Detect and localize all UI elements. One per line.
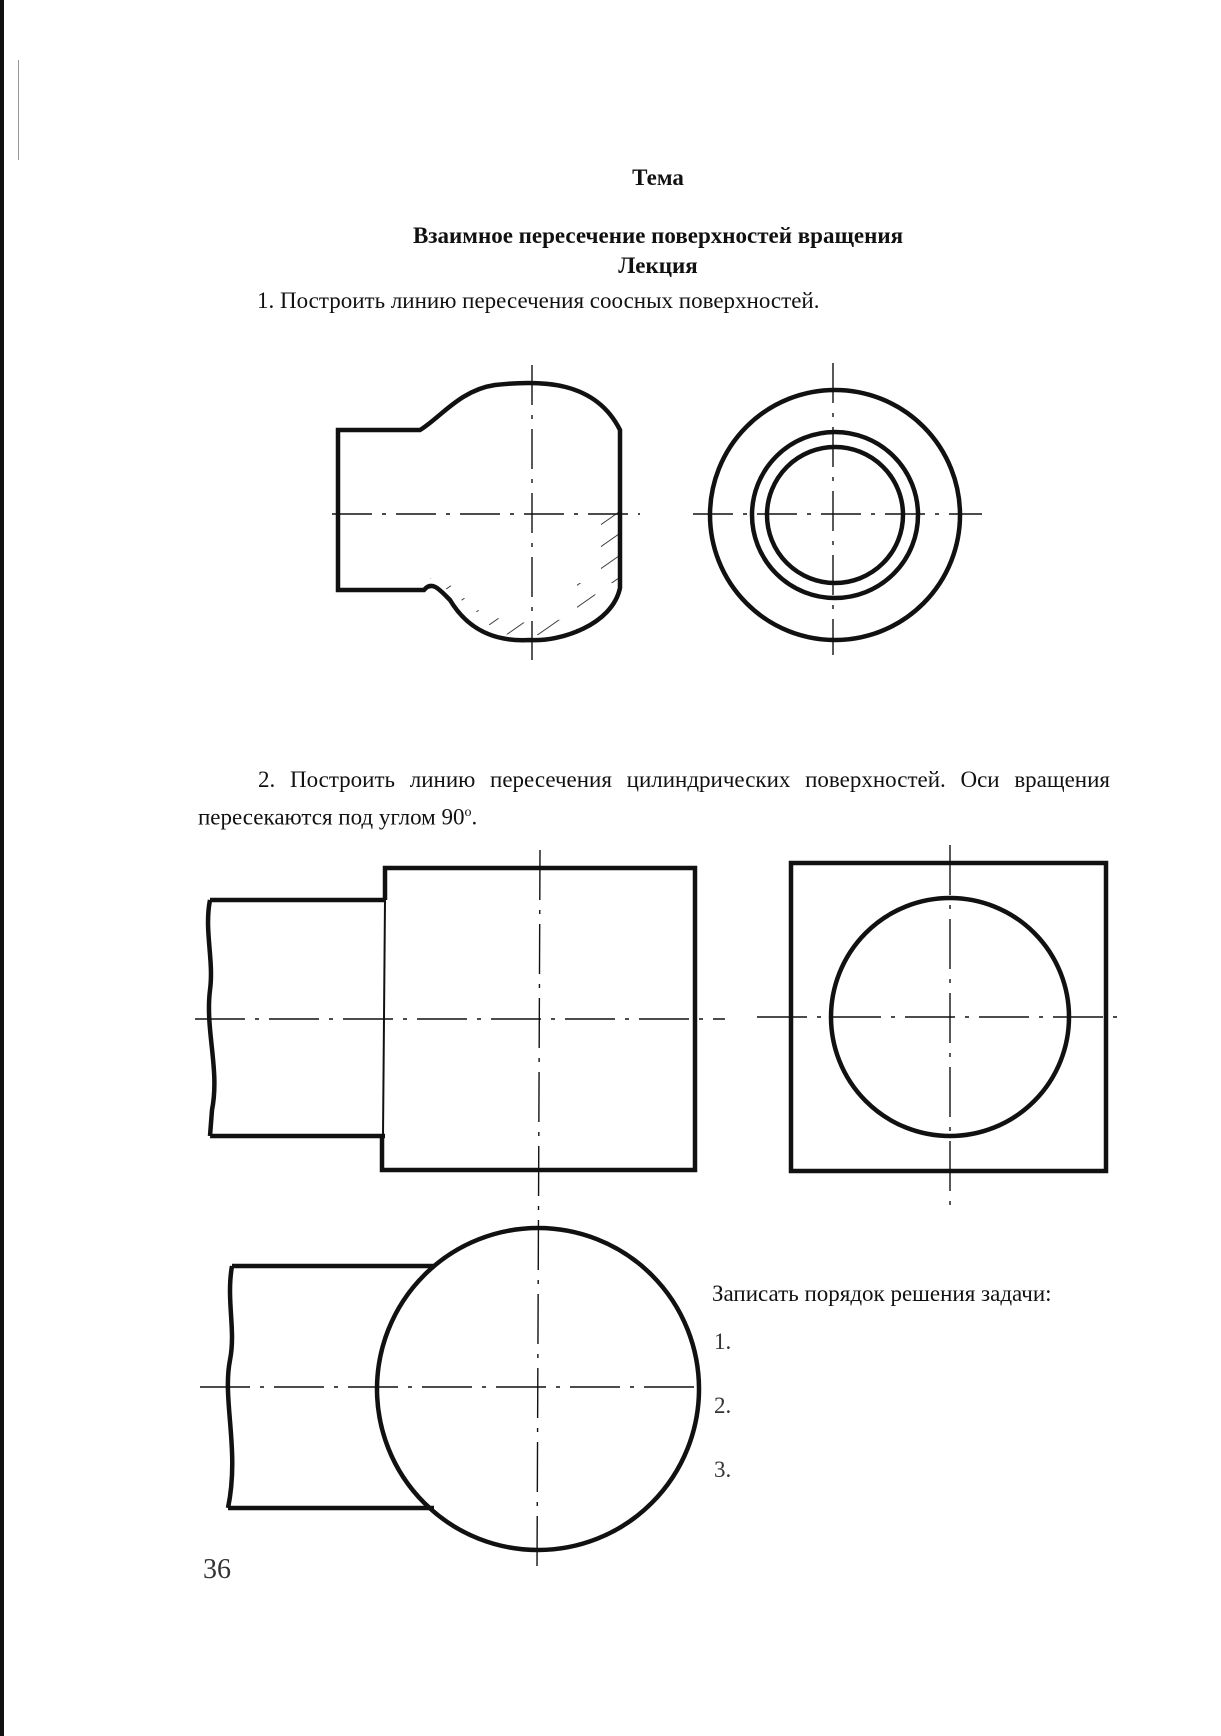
middle-circle [752, 432, 918, 598]
cylinders-front-view [195, 850, 725, 1570]
degree-mark: o [464, 805, 472, 820]
topic-label: Тема [632, 165, 684, 190]
solution-prompt: Записать порядок решения задачи: [712, 1281, 1052, 1306]
cylinders-top-view [200, 1228, 700, 1550]
hatched-section [338, 510, 618, 635]
lecture-label: Лекция [618, 253, 698, 278]
small-cylinder [208, 900, 385, 1136]
solution-steps [712, 1277, 1052, 1502]
inner-circle [767, 447, 903, 583]
page-title: Взаимное пересечение поверхностей вращения [412, 223, 904, 248]
cylinders-side-view [757, 845, 1125, 1205]
task-2-main: 2. Построить линию пересечения цилиндрических поверхностей. Оси вращения пересекаются под углом 90 [198, 767, 1110, 830]
axis-vertical [537, 850, 540, 1570]
solution-step-2: 2. [714, 1393, 732, 1418]
outer-circle [710, 390, 960, 640]
solution-step-3: 3. [714, 1457, 732, 1482]
coaxial-top-view [693, 363, 982, 655]
solution-step-1: 1. [714, 1329, 732, 1354]
page-number: 36 [203, 1554, 231, 1585]
step-line [383, 900, 385, 1136]
coaxial-section-view [332, 365, 640, 660]
task-2-end: . [471, 804, 478, 830]
task-1-text: 1. Построить линию пересечения соосных поверхностей. [257, 288, 820, 313]
